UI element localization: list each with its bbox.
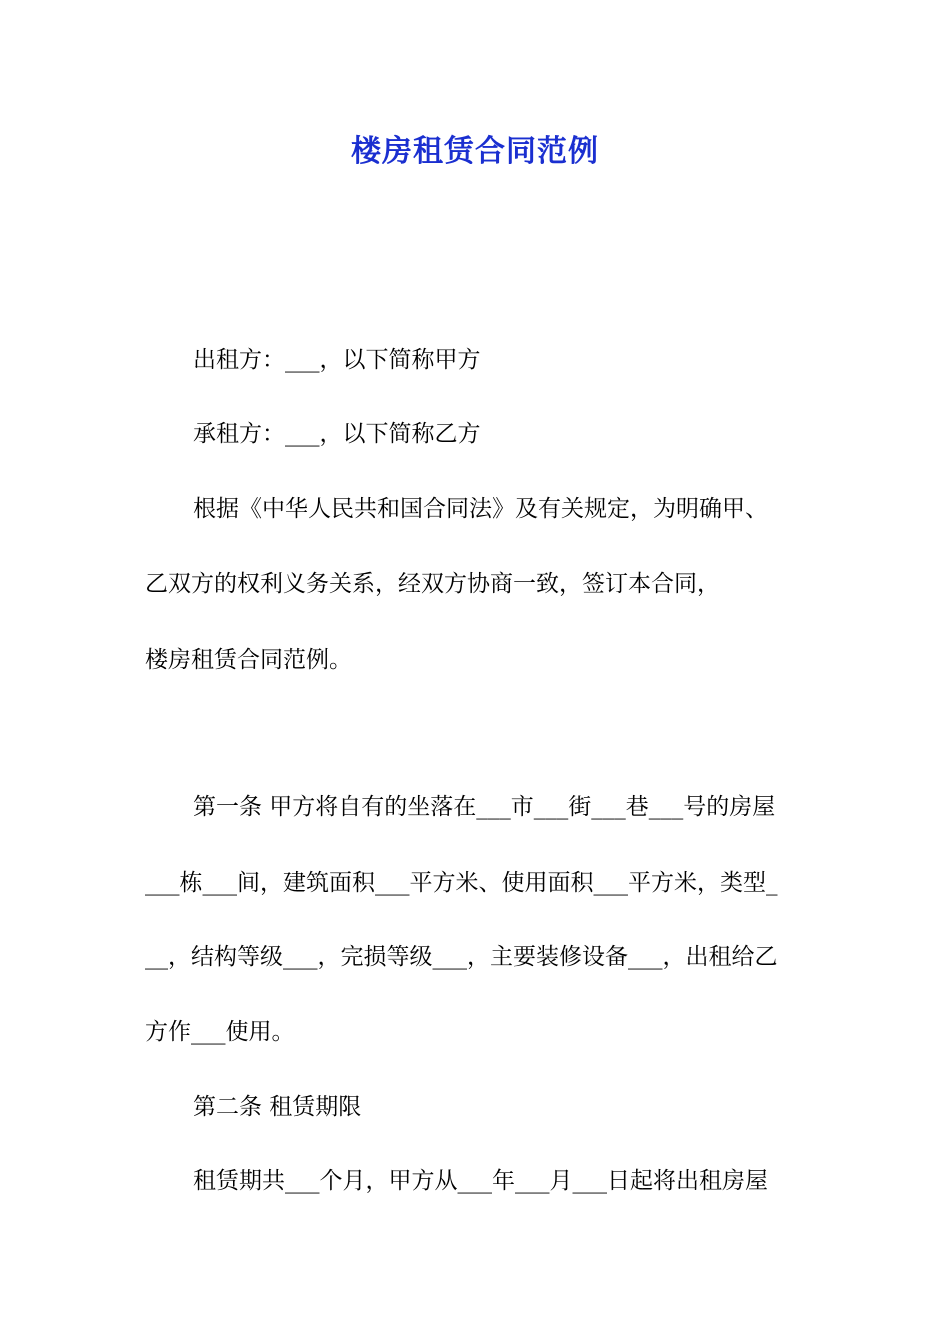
article-1-line-3: __，结构等级___，完损等级___，主要装修设备___，出租给乙 (145, 944, 778, 970)
preamble-line-3: 楼房租赁合同范例。 (145, 647, 352, 673)
lessor-line: 出租方：___，以下简称甲方 (193, 347, 481, 373)
preamble-line-1: 根据《中华人民共和国合同法》及有关规定，为明确甲、 (193, 496, 768, 522)
document-title: 楼房租赁合同范例 (351, 134, 599, 169)
article-1-line-2: ___栋___间，建筑面积___平方米、使用面积___平方米，类型_ (145, 870, 778, 896)
article-2-heading: 第二条 租赁期限 (193, 1094, 362, 1120)
lessee-line: 承租方：___，以下简称乙方 (193, 421, 481, 447)
article-1-line-1: 第一条 甲方将自有的坐落在___市___街___巷___号的房屋 (193, 794, 776, 820)
article-2-line-1: 租赁期共___个月，甲方从___年___月___日起将出租房屋 (193, 1168, 768, 1194)
article-1-line-4: 方作___使用。 (145, 1019, 295, 1045)
preamble-line-2: 乙双方的权利义务关系，经双方协商一致，签订本合同， (145, 571, 720, 597)
